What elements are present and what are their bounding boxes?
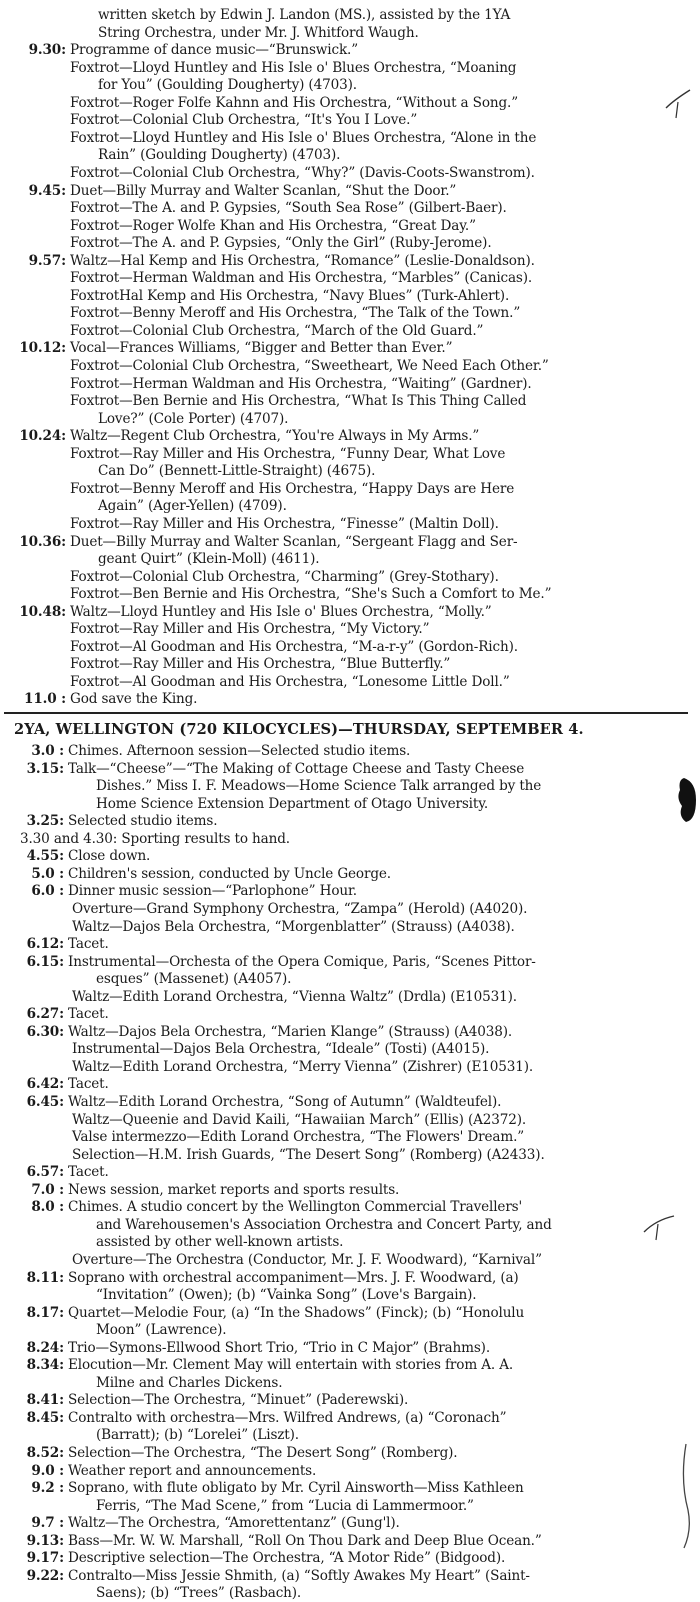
programme-text: Talk—“Cheese”—“The Making of Cottage Cheese and Tasty Cheese <box>68 760 525 777</box>
programme-text: geant Quirt” (Klein-Moll) (4611). <box>98 551 320 568</box>
programme-line <box>0 182 690 200</box>
programme-time: 10.48: <box>19 603 66 620</box>
programme-text: Waltz—Lloyd Huntley and His Isle o' Blues Orchestra, “Molly.” <box>70 603 492 620</box>
programme-text: Foxtrot—Ben Bernie and His Orchestra, “She's Such a Comfort to Me.” <box>70 586 552 603</box>
programme-text: and Warehousemen's Association Orchestra and Concert Party, and <box>96 1216 552 1233</box>
programme-line <box>0 1093 690 1111</box>
station-heading: 2YA, WELLINGTON (720 KILOCYCLES)—THURSDAY, SEPTEMBER 4. <box>14 721 584 738</box>
programme-time: 9.45: <box>28 182 66 199</box>
programme-line <box>0 357 690 375</box>
programme-line <box>0 533 690 551</box>
programme-text: Duet—Billy Murray and Walter Scanlan, “Shut the Door.” <box>70 182 457 199</box>
programme-line <box>0 638 690 656</box>
programme-text: Foxtrot—Ray Miller and His Orchestra, “Funny Dear, What Love <box>70 445 506 462</box>
programme-line <box>0 1356 690 1374</box>
programme-line <box>0 847 690 865</box>
programme-text: Waltz—Queenie and David Kaili, “Hawaiian March” (Ellis) (A2372). <box>72 1111 527 1128</box>
programme-text: Foxtrot—Ray Miller and His Orchestra, “Finesse” (Maltin Doll). <box>70 515 499 532</box>
programme-line <box>0 1549 690 1567</box>
programme-line <box>0 199 690 217</box>
programme-time: 6.57: <box>26 1164 64 1181</box>
programme-text: Foxtrot—Herman Waldman and His Orchestra, “Waiting” (Gardner). <box>70 375 532 392</box>
programme-line <box>0 568 690 586</box>
programme-text: Foxtrot—Lloyd Huntley and His Isle o' Blues Orchestra, “Moaning <box>70 59 517 76</box>
programme-text: “Invitation” (Owen); (b) “Vainka Song” (Love's Bargain). <box>96 1287 477 1304</box>
programme-text: esques” (Massenet) (A4057). <box>96 971 292 988</box>
programme-line <box>0 304 690 322</box>
programme-text: Milne and Charles Dickens. <box>96 1374 283 1391</box>
programme-text: Waltz—Dajos Bela Orchestra, “Morgenblatter” (Strauss) (A4038). <box>72 918 515 935</box>
programme-line <box>0 812 690 830</box>
programme-text: Foxtrot—Colonial Club Orchestra, “Why?” (Davis-Coots-Swanstrom). <box>70 164 535 181</box>
programme-text: Soprano with orchestral accompaniment—Mrs. J. F. Woodward, (a) <box>68 1269 519 1286</box>
programme-text: Tacet. <box>68 1006 109 1023</box>
programme-line <box>0 1251 690 1269</box>
programme-line <box>0 690 690 708</box>
programme-line <box>0 59 690 77</box>
programme-text: Waltz—Hal Kemp and His Orchestra, “Romance” (Leslie-Donaldson). <box>70 252 535 269</box>
programme-text: Instrumental—Dajos Bela Orchestra, “Ideale” (Tosti) (A4015). <box>72 1041 490 1058</box>
programme-line <box>0 1146 690 1164</box>
programme-line <box>0 76 690 94</box>
programme-line <box>0 1497 690 1515</box>
programme-text: Foxtrot—Colonial Club Orchestra, “Sweetheart, We Need Each Other.” <box>70 358 549 374</box>
programme-line <box>0 497 690 515</box>
programme-text: Foxtrot—Ben Bernie and His Orchestra, “What Is This Thing Called <box>70 393 527 410</box>
programme-line <box>0 339 690 357</box>
programme-time: 9.30: <box>28 42 66 59</box>
programme-time: 6.42: <box>26 1076 64 1093</box>
programme-text: God save the King. <box>70 691 198 708</box>
programme-line <box>0 760 690 778</box>
programme-text: Contralto with orchestra—Mrs. Wilfred Andrews, (a) “Coronach” <box>68 1409 507 1426</box>
programme-time: 3.25: <box>26 813 64 830</box>
programme-line <box>0 427 690 445</box>
programme-line <box>0 1532 690 1550</box>
programme-time: 5.0 : <box>31 865 64 882</box>
programme-text: Programme of dance music—“Brunswick.” <box>70 42 359 59</box>
programme-text: for You” (Goulding Dougherty) (4703). <box>98 77 357 94</box>
programme-time: 10.36: <box>19 533 66 550</box>
programme-text: Waltz—Edith Lorand Orchestra, “Song of Autumn” (Waldteufel). <box>68 1094 502 1110</box>
programme-line <box>0 777 690 795</box>
programme-text: Foxtrot—Roger Wolfe Khan and His Orchestra, “Great Day.” <box>70 217 476 234</box>
programme-text: Dishes.” Miss I. F. Meadows—Home Science Talk arranged by the <box>96 778 542 795</box>
programme-text: Foxtrot—The A. and P. Gypsies, “South Sea Rose” (Gilbert-Baer). <box>70 200 507 217</box>
programme-time: 6.30: <box>26 1023 64 1040</box>
programme-text: Descriptive selection—The Orchestra, “A Motor Ride” (Bidgood). <box>68 1550 506 1567</box>
programme-line <box>0 1374 690 1392</box>
programme-time: 9.0 : <box>31 1462 64 1479</box>
programme-text: Selected studio items. <box>68 813 218 830</box>
programme-line <box>0 603 690 621</box>
scan-blot <box>676 776 698 824</box>
programme-text: String Orchestra, under Mr. J. Whitford Waugh. <box>98 24 419 41</box>
programme-line <box>0 410 690 428</box>
programme-line <box>0 1444 690 1462</box>
programme-text: Quartet—Melodie Four, (a) “In the Shadows” (Finck); (b) “Honolulu <box>68 1304 525 1321</box>
programme-time: 8.17: <box>26 1304 64 1321</box>
programme-text: Close down. <box>68 848 151 865</box>
programme-line <box>0 882 690 900</box>
programme-line <box>0 287 690 305</box>
programme-time: 9.17: <box>26 1550 64 1567</box>
programme-time: 10.12: <box>19 340 66 357</box>
programme-line <box>0 480 690 498</box>
programme-time: 8.34: <box>26 1357 64 1374</box>
programme-line <box>0 269 690 287</box>
programme-line <box>0 217 690 235</box>
programme-text: Ferris, “The Mad Scene,” from “Lucia di Lammermoor.” <box>96 1497 474 1514</box>
programme-text: Can Do” (Bennett-Little-Straight) (4675). <box>98 463 376 480</box>
programme-time: 9.7 : <box>31 1515 64 1532</box>
programme-line <box>0 830 690 848</box>
programme-text: Foxtrot—Al Goodman and His Orchestra, “M-a-r-y” (Gordon-Rich). <box>70 638 518 655</box>
programme-line <box>0 1584 690 1602</box>
programme-text: Chimes. Afternoon session—Selected studio items. <box>68 743 411 759</box>
programme-line <box>0 673 690 691</box>
programme-time: 4.55: <box>26 848 64 865</box>
programme-text: Rain” (Goulding Dougherty) (4703). <box>98 147 341 164</box>
programme-line <box>0 252 690 270</box>
programme-line <box>0 1040 690 1058</box>
programme-line <box>0 1479 690 1497</box>
programme-text: Elocution—Mr. Clement May will entertain with stories from A. A. <box>68 1357 514 1374</box>
programme-time: 9.22: <box>26 1567 64 1584</box>
programme-line <box>0 1163 690 1181</box>
programme-text: Contralto—Miss Jessie Shmith, (a) “Softly Awakes My Heart” (Saint- <box>68 1567 530 1584</box>
programme-line <box>0 129 690 147</box>
programme-line <box>0 655 690 673</box>
programme-text: Selection—The Orchestra, “Minuet” (Paderewski). <box>68 1392 409 1409</box>
programme-text: Foxtrot—Colonial Club Orchestra, “March of the Old Guard.” <box>70 322 484 339</box>
programme-time: 8.41: <box>26 1392 64 1409</box>
programme-text: Moon” (Lawrence). <box>96 1322 227 1339</box>
programme-line <box>0 1181 690 1199</box>
programme-text: Foxtrot—Herman Waldman and His Orchestra, “Marbles” (Canicas). <box>70 270 533 287</box>
programme-line <box>0 94 690 112</box>
scan-mark-middle <box>640 1212 680 1242</box>
programme-time: 9.2 : <box>31 1480 64 1497</box>
programme-line <box>0 41 690 59</box>
programme-line <box>0 550 690 568</box>
programme-text: FoxtrotHal Kemp and His Orchestra, “Navy Blues” (Turk-Ahlert). <box>70 287 510 304</box>
programme-time: 6.12: <box>26 936 64 953</box>
programme-line <box>0 322 690 340</box>
programme-line <box>0 1058 690 1076</box>
programme-text: Foxtrot—Benny Meroff and His Orchestra, “The Talk of the Town.” <box>70 305 521 322</box>
programme-text: Trio—Symons-Ellwood Short Trio, “Trio in C Major” (Brahms). <box>68 1339 490 1356</box>
programme-line <box>0 1216 690 1234</box>
programme-line <box>0 234 690 252</box>
scan-mark-top <box>664 80 694 120</box>
programme-text: Waltz—Dajos Bela Orchestra, “Marien Klange” (Strauss) (A4038). <box>68 1023 513 1040</box>
programme-time: 9.13: <box>26 1532 64 1549</box>
programme-line <box>0 1391 690 1409</box>
programme-text: Soprano, with flute obligato by Mr. Cyril Ainsworth—Miss Kathleen <box>68 1480 524 1497</box>
programme-line <box>0 375 690 393</box>
programme-line <box>0 918 690 936</box>
programme-text: Selection—The Orchestra, “The Desert Song” (Romberg). <box>68 1445 458 1461</box>
programme-text: assisted by other well-known artists. <box>96 1234 344 1251</box>
programme-time: 3.15: <box>26 760 64 777</box>
programme-line <box>0 1426 690 1444</box>
programme-text: Tacet. <box>68 1076 109 1093</box>
programme-line <box>0 1304 690 1322</box>
programme-text: Bass—Mr. W. W. Marshall, “Roll On Thou Dark and Deep Blue Ocean.” <box>68 1532 542 1549</box>
scan-mark-bottom <box>676 1440 696 1550</box>
programme-line <box>0 935 690 953</box>
programme-text: Waltz—The Orchestra, “Amorettentanz” (Gung'l). <box>68 1515 400 1532</box>
programme-time: 3.0 : <box>31 743 64 759</box>
programme-time: 10.24: <box>19 428 66 445</box>
programme-line <box>0 970 690 988</box>
programme-text: Foxtrot—Roger Folfe Kahnn and His Orchestra, “Without a Song.” <box>70 94 519 111</box>
programme-time: 6.45: <box>26 1094 64 1110</box>
programme-text: Foxtrot—Ray Miller and His Orchestra, “Blue Butterfly.” <box>70 656 451 673</box>
programme-text: Tacet. <box>68 936 109 953</box>
programme-text: Foxtrot—Benny Meroff and His Orchestra, “Happy Days are Here <box>70 480 515 497</box>
programme-text: Foxtrot—Lloyd Huntley and His Isle o' Blues Orchestra, “Alone in the <box>70 129 537 146</box>
programme-line <box>0 515 690 533</box>
programme-line <box>0 392 690 410</box>
programme-text: Vocal—Frances Williams, “Bigger and Better than Ever.” <box>70 340 453 357</box>
programme-text: Waltz—Regent Club Orchestra, “You're Always in My Arms.” <box>70 428 480 445</box>
programme-line <box>0 900 690 918</box>
programme-line <box>0 865 690 883</box>
programme-line <box>0 1339 690 1357</box>
programme-line <box>0 1269 690 1287</box>
programme-text: Home Science Extension Department of Otago University. <box>96 795 489 812</box>
programme-time: 8.11: <box>26 1269 64 1286</box>
programme-line <box>0 1128 690 1146</box>
programme-text: Foxtrot—Colonial Club Orchestra, “Charming” (Grey-Stothary). <box>70 568 499 585</box>
programme-line <box>0 1567 690 1585</box>
programme-text: Again” (Ager-Yellen) (4709). <box>98 498 287 515</box>
programme-text: News session, market reports and sports results. <box>68 1181 400 1198</box>
programme-time: 8.45: <box>26 1409 64 1426</box>
programme-line <box>0 1321 690 1339</box>
programme-text: Duet—Billy Murray and Walter Scanlan, “Sergeant Flagg and Ser- <box>70 533 518 550</box>
programme-time: 9.57: <box>28 252 66 269</box>
programme-text: 3.30 and 4.30: Sporting results to hand. <box>20 830 290 847</box>
programme-text: Children's session, conducted by Uncle George. <box>68 865 391 882</box>
programme-line <box>0 1111 690 1129</box>
programme-text: Overture—The Orchestra (Conductor, Mr. J. F. Woodward), “Karnival” <box>72 1251 542 1268</box>
programme-text: Saens); (b) “Trees” (Rasbach). <box>96 1585 302 1602</box>
programme-text: Foxtrot—The A. and P. Gypsies, “Only the Girl” (Ruby-Jerome). <box>70 235 492 252</box>
programme-time: 6.27: <box>26 1006 64 1023</box>
programme-line <box>0 988 690 1006</box>
programme-text: Love?” (Cole Porter) (4707). <box>98 410 289 427</box>
programme-text: Foxtrot—Ray Miller and His Orchestra, “My Victory.” <box>70 621 430 638</box>
programme-time: 8.24: <box>26 1339 64 1356</box>
programme-line <box>0 742 690 760</box>
programme-text: Tacet. <box>68 1164 109 1181</box>
programme-text: Foxtrot—Al Goodman and His Orchestra, “Lonesome Little Doll.” <box>70 673 510 690</box>
section-divider <box>4 712 688 714</box>
programme-line <box>0 795 690 813</box>
programme-line <box>0 146 690 164</box>
programme-time: 8.0 : <box>31 1199 64 1216</box>
programme-line <box>0 620 690 638</box>
programme-line <box>0 24 690 42</box>
programme-line <box>0 1075 690 1093</box>
programme-line <box>0 462 690 480</box>
programme-text: Valse intermezzo—Edith Lorand Orchestra, “The Flowers' Dream.” <box>72 1129 525 1146</box>
programme-line <box>0 1514 690 1532</box>
programme-time: 7.0 : <box>31 1181 64 1198</box>
programme-line <box>0 6 690 24</box>
programme-line <box>0 111 690 129</box>
programme-line <box>0 1462 690 1480</box>
programme-line <box>0 445 690 463</box>
programme-text: Waltz—Edith Lorand Orchestra, “Merry Vienna” (Zishrer) (E10531). <box>72 1058 534 1075</box>
programme-time: 8.52: <box>26 1445 64 1461</box>
programme-line <box>0 1005 690 1023</box>
programme-line <box>0 1023 690 1041</box>
programme-time: 6.0 : <box>31 883 64 900</box>
programme-line <box>0 164 690 182</box>
programme-text: Selection—H.M. Irish Guards, “The Desert Song” (Romberg) (A2433). <box>72 1146 545 1163</box>
programme-text: (Barratt); (b) “Lorelei” (Liszt). <box>96 1427 299 1444</box>
programme-text: Weather report and announcements. <box>68 1462 317 1479</box>
programme-line <box>0 1409 690 1427</box>
programme-time: 11.0 : <box>24 691 66 708</box>
programme-text: Chimes. A studio concert by the Wellington Commercial Travellers' <box>68 1199 523 1216</box>
programme-text: Dinner music session—“Parlophone” Hour. <box>68 883 357 900</box>
programme-text: Waltz—Edith Lorand Orchestra, “Vienna Waltz” (Drdla) (E10531). <box>72 988 517 1005</box>
programme-text: Overture—Grand Symphony Orchestra, “Zampa” (Herold) (A4020). <box>72 900 528 917</box>
programme-line <box>0 1233 690 1251</box>
programme-text: Instrumental—Orchesta of the Opera Comique, Paris, “Scenes Pittor- <box>68 953 536 970</box>
programme-line <box>0 585 690 603</box>
programme-line <box>0 1198 690 1216</box>
programme-line <box>0 953 690 971</box>
programme-text: written sketch by Edwin J. Landon (MS.), assisted by the 1YA <box>98 7 511 23</box>
programme-text: Foxtrot—Colonial Club Orchestra, “It's You I Love.” <box>70 112 418 129</box>
programme-time: 6.15: <box>26 953 64 970</box>
programme-line <box>0 1286 690 1304</box>
